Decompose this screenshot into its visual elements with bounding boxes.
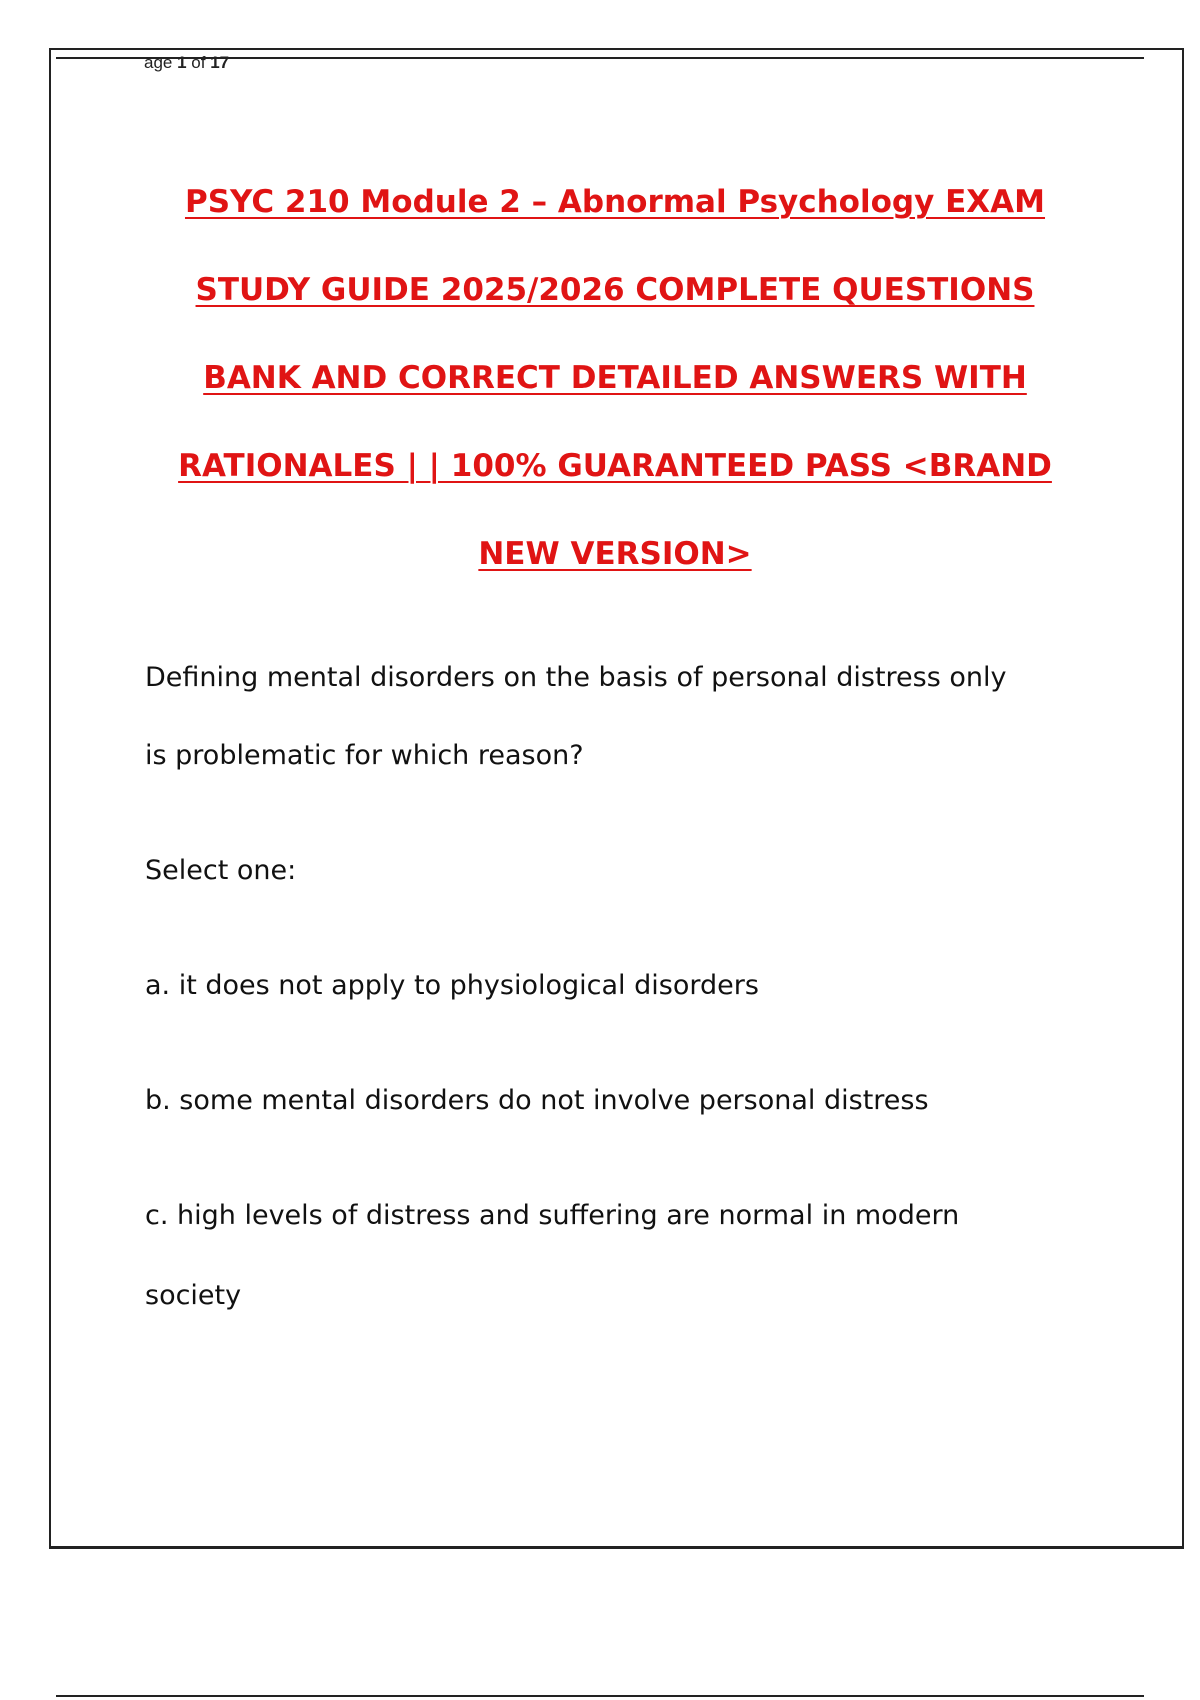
title-line-2: STUDY GUIDE 2025/2026 COMPLETE QUESTIONS bbox=[195, 272, 1035, 308]
page-number bbox=[144, 53, 229, 73]
document-title bbox=[100, 180, 1130, 620]
page-number-total: 17 bbox=[210, 53, 230, 72]
title-line-1: PSYC 210 Module 2 – Abnormal Psychology EXAM bbox=[184, 184, 1046, 220]
page-number-of: of bbox=[186, 53, 211, 72]
page-number-prefix: age bbox=[144, 53, 178, 72]
title-line-4: RATIONALES | | 100% GUARANTEED PASS <BRAND bbox=[178, 448, 1052, 484]
select-instruction: Select one: bbox=[145, 855, 297, 886]
option-c-line-1: c. high levels of distress and suffering are normal in modern bbox=[145, 1200, 960, 1231]
question-block bbox=[145, 655, 1105, 1388]
title-line-5: NEW VERSION> bbox=[478, 536, 752, 572]
option-c-line-2: society bbox=[145, 1280, 242, 1311]
spacer bbox=[145, 811, 1105, 848]
title-line-3: BANK AND CORRECT DETAILED ANSWERS WITH bbox=[203, 360, 1027, 396]
question-stem-line-1: Defining mental disorders on the basis of personal distress only bbox=[145, 662, 1007, 693]
question-stem-line-2: is problematic for which reason? bbox=[145, 740, 584, 771]
option-b: b. some mental disorders do not involve personal distress bbox=[145, 1085, 929, 1116]
footer-rule bbox=[56, 1695, 1144, 1697]
page-number-current: 1 bbox=[177, 53, 187, 72]
option-a: a. it does not apply to physiological disorders bbox=[145, 970, 759, 1001]
